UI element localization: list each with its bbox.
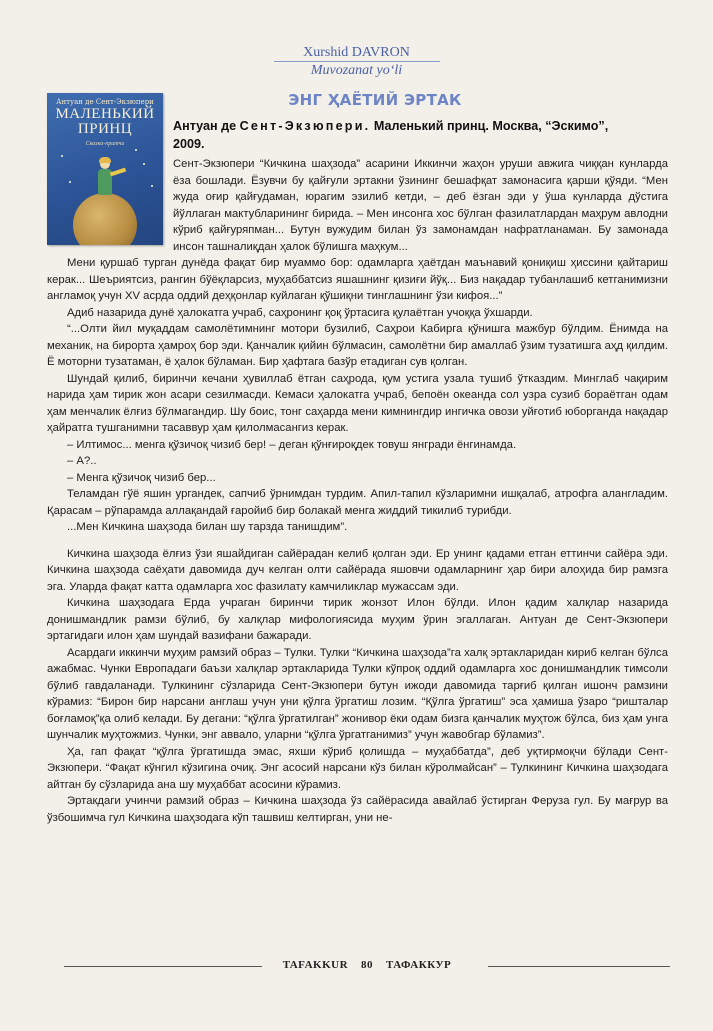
paragraph: Асардаги иккинчи муҳим рамзий образ – Тулки. Тулки “Кичкина шаҳзода”га халқ эртакларидан кириб келган бўлса ажабмас. Чунки Европадаги баъзи халқлар эртакларида Тулки кўпроқ оддий одамларга хос донишмандлик тимсоли бўлиб гавдаланади. Тулкининг сўзларида Сент-Экзюпери бутун ижоди давомида тарғиб қилган ишонч рамзини кўрамиз: “Бирон бир нарсани англаш учун уни қўлга ўргатиш лозим. “Қўлга ўргатиш” эса ҳамиша ўзаро “ришталар боғламоқ”қа олиб келади. Бу дегани: “қўлга ўргатилган” жонивор ёки одам бизга қанчалик муҳтож бўлса, биз ҳам унга шунчалик муҳтожмиз. Чунки, энг аввало, уларни “қўлга ўргатганимиз” учун жавобгар бўламиз”. xyxy=(47,646,668,741)
footer-journal-latin: TAFAKKUR xyxy=(282,959,349,971)
running-header xyxy=(0,44,713,79)
header-series: Muvozanat yo‘li xyxy=(310,63,403,78)
header-author: Xurshid DAVRON xyxy=(303,45,410,60)
paragraph: ...Мен Кичкина шаҳзода билан шу тарзда танишдим”. xyxy=(67,521,348,533)
star-icon xyxy=(135,149,137,151)
article-title: ЭНГ ҲАЁТИЙ ЭРТАК xyxy=(288,91,462,109)
cover-title-line1: МАЛЕНЬКИЙ xyxy=(55,106,155,122)
paragraph: Кичкина шаҳзодага Ерда учраган биринчи тирик жонзот Илон бўлди. Илон қадим халқлар назарида донишмандлик рамзи бўлиб, бу халқлар мифологиясида муҳим ўрин эгаллаган. Антуан де Сент-Экзюпери эртагидаги илон ҳам шундай вазифани бажаради. xyxy=(47,597,668,642)
paragraph xyxy=(47,152,668,255)
paragraph: Эртакдаги учинчи рамзий образ – Кичкина шаҳзода ўз сайёрасида авайлаб ўстирган Феруза гул. Бу мағрур ва ўзбошимча гул Кичкина шаҳзодага кўп ташвиш келтирган, уни не- xyxy=(47,795,668,824)
bib-year: 2009. xyxy=(173,137,205,151)
page-number: 80 xyxy=(361,959,374,971)
cover-subtitle: Сказка-притча xyxy=(85,141,125,147)
paragraph: Ҳа, гап фақат “қўлга ўргатишда эмас, яхши кўриб қолишда – муҳаббатда”, деб уқтирмоқчи бўлади Сент-Экзюпери. “Фақат кўнгил кўзигина очиқ. Энг асосий нарсани кўз билан кўролмайсан” – Тулкининг Кичкина шаҳзодага айтган бу сўзларида ана шу муҳаббат асосини кўрамиз. xyxy=(47,745,668,791)
paragraph: Шундай қилиб, биринчи кечани ҳувиллаб ётган саҳрода, қум устига узала тушиб ўтказдим. Минглаб чақирим нарида ҳам тирик жон асари сезилмасди. Кемаси ҳалокатга учраб, бепоён океанда сол узра сузиб бораётган одам ҳам менчалик ёлғиз бўлмагандир. Шу боис, тонг саҳарда мени кимнингдир ингичка овози уйғотиб юборганда нақадар ҳайратга тушганимни тасаввур ҳам қилолмасангиз керак. xyxy=(47,372,668,434)
paragraph: Адиб назарида дунё ҳалокатга учраб, саҳронинг қоқ ўртасига қулаётган учоққа ўхшарди. xyxy=(67,306,533,319)
paragraph: Кичкина шаҳзода ёлғиз ўзи яшайдиган сайёрадан келиб қолган эди. Ер унинг қадами етган еттинчи сайёра эди. Кичкина шаҳзода саёҳати давомида дуч келган олти сайёрада яшовчи одамларнинг ҳар бири алоҳида бир рамзга эга. Уларда фақат катта одамларга хос фазилату камчиликлар мужассам эди. xyxy=(47,547,668,593)
paragraph: Мени қуршаб турган дунёда фақат бир муаммо бор: одамларга ҳаётдан маънавий қониқиш ҳиссини қайтариш керак... Шеъриятсиз, рангин бўёқларсиз, муҳаббатсиз яшашнинг қизиғи йўқ... Биз нақадар тубанлашиб кетганимизни англамоқ учун XV асрда оддий деҳқонлар куйлаган қўшиқни тинглашнинг ўзи кифоя...” xyxy=(47,257,668,302)
cover-author: Антуан де Сент-Экзюпери xyxy=(56,98,154,106)
paragraph: – Менга қўзичоқ чизиб бер... xyxy=(67,471,216,484)
paragraph-text: Сент-Экзюпери “Кичкина шаҳзода” асарини Иккинчи жаҳон уруши авжига чиққан кунларда ёза бошлади. Ёзувчи бу қайғули эртакни ўзининг бешафқат замонасига қарши қўяди. “Мен жуда оғир қайғудаман, юрагим эзилиб кетди, – деб ёзган эди у ўша кунларда дўстига йўллаган мактубларининг бирида. – Мен инсонга хос бўлган фазилатлардан маҳрум авлодни кўриб қайғуряпман... Бутун вужудим билан ўз замонамдан нафратланаман. Бу замонада инсон ташналиқдан ҳалок бўлишга маҳкум... xyxy=(173,158,668,253)
bib-author-first: Антуан де xyxy=(173,119,237,133)
paragraph: Теламдан гўё яшин ургандек, сапчиб ўрнимдан турдим. Апил-тапил кўзларимни ишқалаб, атрофга алангладим. Қарасам – рўпарамда аллақандай ғаройиб бир болакай менга жиддий тикилиб турибди. xyxy=(47,488,668,517)
bibliographic-reference xyxy=(173,117,668,153)
cover-title xyxy=(49,107,161,137)
paragraph: – Илтимос... менга қўзичоқ чизиб бер! – деган қўнғироқдек товуш янгради ёнгинамда. xyxy=(67,438,517,451)
article-body xyxy=(47,152,668,826)
bib-title: Маленький принц. Москва, “Эскимо”, xyxy=(373,119,609,133)
footer-text xyxy=(64,959,670,971)
page-footer xyxy=(64,959,670,975)
cover-title-line2: ПРИНЦ xyxy=(77,121,133,137)
paragraph: “...Олти йил муқаддам самолётимнинг мотори бузилиб, Саҳрои Кабирга қўнишга мажбур бўлдим. Ёнимда на механик, на бирорта ҳамроҳ бор эди. Қанчалик қийин бўлмасин, самолётни бир амаллаб ўзим тузатишга аҳд қилдим. Ё моторни тузатаман, ё ҳалок бўламан. Бир ҳафтага базўр етадиган сув қолган. xyxy=(47,323,668,368)
bib-author-last: Сент-Экзюпери. xyxy=(239,119,371,133)
footer-journal-cyrillic: ТАФАККУР xyxy=(386,959,452,971)
paragraph: – А?.. xyxy=(67,455,97,467)
